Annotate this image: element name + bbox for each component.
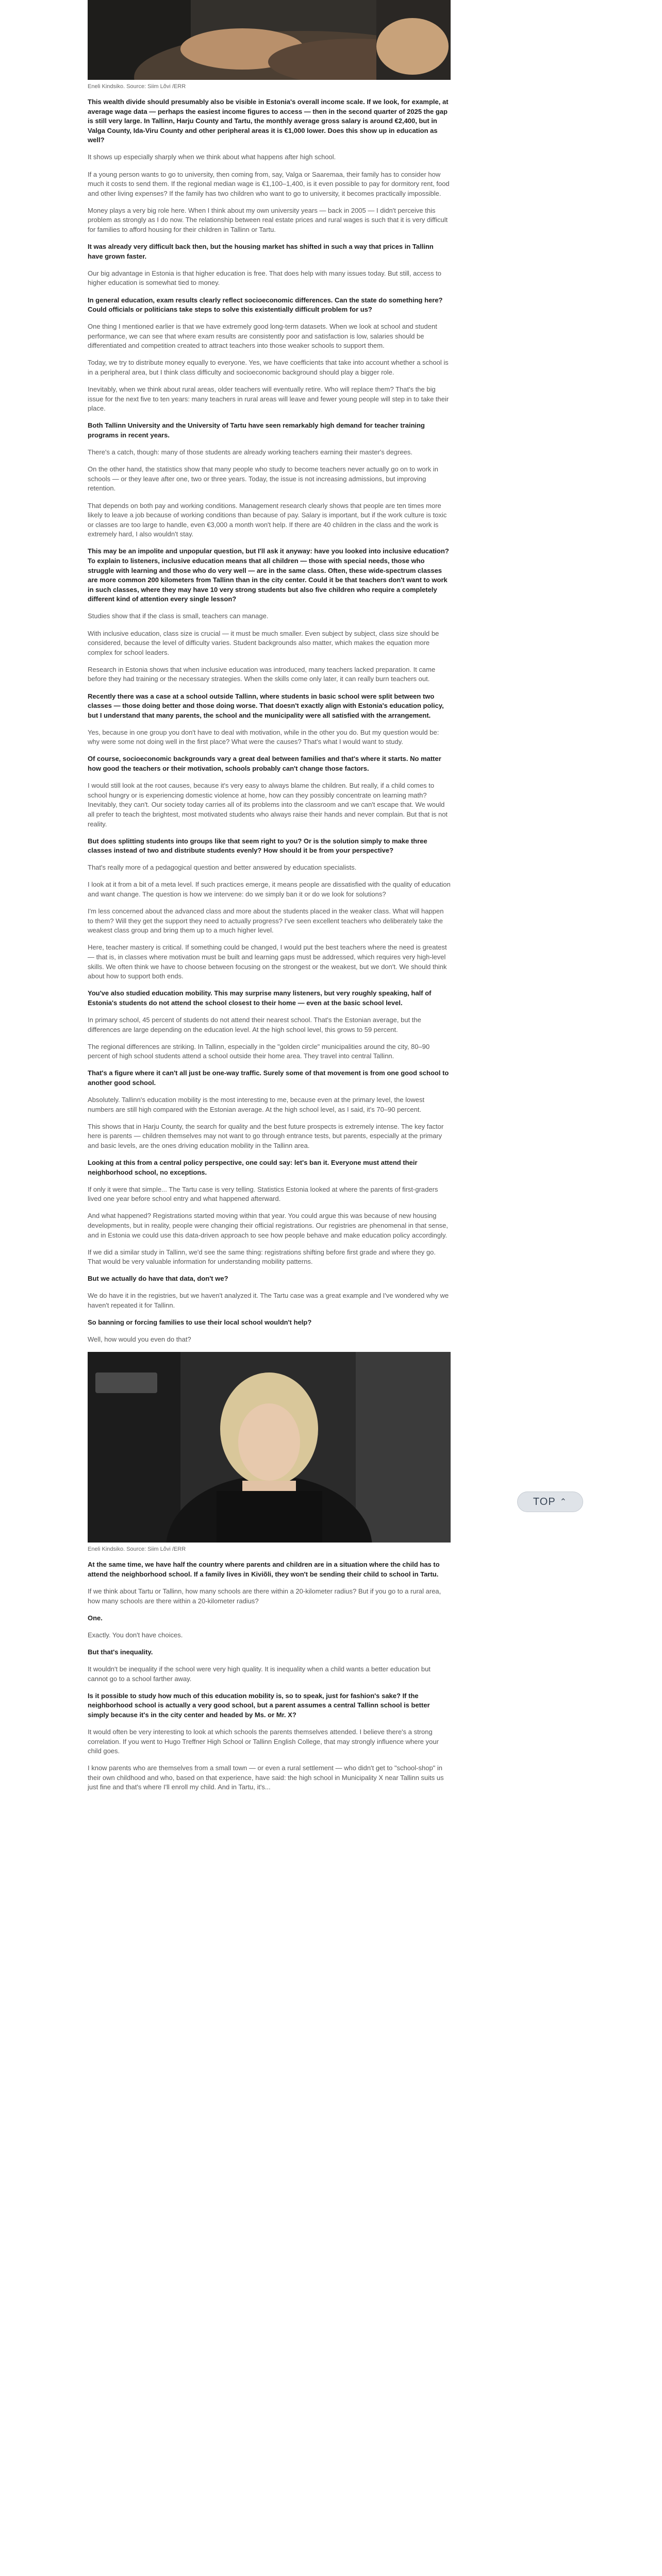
article-paragraph: It was already very difficult back then, but the housing market has shifted in such a way that prices in Tallinn have grown faster. [88, 243, 434, 260]
article-paragraph: One. [88, 1614, 103, 1622]
article-paragraph: But that's inequality. [88, 1648, 153, 1656]
article-paragraph: It shows up especially sharply when we think about what happens after high school. [88, 153, 336, 161]
article-paragraph: The regional differences are striking. In Tallinn, especially in the "golden circle" municipalities around the city, 80–90 percent of high school students attend a school outside their home area. They travel into central Tallinn. [88, 1042, 430, 1060]
article-paragraph: That's a figure where it can't all just be one-way traffic. Surely some of that movement is from one good school to another good school. [88, 1069, 449, 1087]
article-paragraph: Research in Estonia shows that when inclusive education was introduced, many teachers lacked preparation. It came before they had training or the necessary strategies. When the skills come only later, it can really burn teachers out. [88, 665, 436, 683]
article-paragraph: Absolutely. Tallinn's education mobility is the most interesting to me, because even at the primary level, the lowest numbers are still high compared with the Estonian average. At the high school level, as I said, it's 70–90 percent. [88, 1096, 425, 1113]
article-body-part1 [88, 97, 451, 1345]
article-paragraph: Inevitably, when we think about rural areas, older teachers will eventually retire. Who will replace them? That's the big issue for the next five to ten years: many teachers in rural areas will leave and fewer young people will step in to take their place. [88, 385, 449, 413]
article-paragraph: This wealth divide should presumably also be visible in Estonia's overall income scale. If we look, for example, at average wage data — perhaps the easiest income figures to access — then in the second quarter of 2025 the gap is still very large. In Tallinn, Harju County and Tartu, the monthly average gross salary is around €2,400, but in Valga County, Ida-Viru County and other peripheral areas it is €1,000 lower. Does this show up in education as well? [88, 98, 449, 144]
article-paragraph: We do have it in the registries, but we haven't analyzed it. The Tartu case was a great example and I've wondered why we haven't repeated it for Tallinn. [88, 1292, 449, 1309]
article-paragraph: But does splitting students into groups like that seem right to you? Or is the solution simply to make three classes instead of two and distribute students evenly? How should it be from your perspective? [88, 837, 427, 855]
article-paragraph: This shows that in Harju County, the search for quality and the best future prospects is extremely intense. The key factor here is parents — children themselves may not want to go through entrance tests, but parents, especially at the primary and basic levels, are the ones driving education mobility in the Tallinn area. [88, 1122, 444, 1149]
article-paragraph: So banning or forcing families to use their local school wouldn't help? [88, 1318, 312, 1327]
article-paragraph: I look at it from a bit of a meta level. If such practices emerge, it means people are dissatisfied with the quality of education and want change. The question is how we intervene: do we simply ban it or do we look for solutions? [88, 880, 451, 898]
article-paragraph: In primary school, 45 percent of students do not attend their nearest school. That's the Estonian average, but the differences are large depending on the education level. At the high school level, this grows to 59 percent. [88, 1015, 421, 1033]
article-paragraph: There's a catch, though: many of those students are already working teachers earning their master's degrees. [88, 448, 413, 456]
article-photo-middle [88, 1352, 451, 1543]
article-paragraph: It wouldn't be inequality if the school were very high quality. It is inequality when a child wants a better education but cannot go to a school farther away. [88, 1665, 431, 1683]
article-paragraph: That depends on both pay and working conditions. Management research clearly shows that people are ten times more likely to leave a job because of working conditions than because of pay. Salary is important, but if the work culture is toxic or classes are too large to handle, even €3,000 a month won't help. If there are 40 children in the class and the work is extremely hard, I also wouldn't stay. [88, 501, 447, 538]
article-paragraph: Money plays a very big role here. When I think about my own university years — back in 2005 — I didn't perceive this problem as strongly as I do now. The relationship between real estate prices and rural wages is such that it is very difficult for families to afford housing for their children in Tallinn or Tartu. [88, 206, 448, 234]
article-paragraph: Yes, because in one group you don't have to deal with motivation, while in the other you do. But my question would be: why were some not doing well in the first place? What were the causes? That's what I would want to study. [88, 728, 439, 746]
article-paragraph: Is it possible to study how much of this education mobility is, so to speak, just for fashion's sake? If the neighborhood school is actually a very good school, but a parent assumes a central Tallinn school is better simply because it's in the city center and headed by Ms. or Mr. X? [88, 1691, 430, 1719]
article-paragraph: I know parents who are themselves from a small town — or even a rural settlement — who didn't get to "school-shop" in their own childhood and who, based on that experience, have said: the high school in Municipality X near Tallinn suits us just fine and that's where I'll enroll my child. And in Tartu, it's... [88, 1764, 444, 1791]
article-paragraph: Our big advantage in Estonia is that higher education is free. That does help with many issues today. But still, access to higher education is somewhat tied to money. [88, 269, 442, 287]
chevron-up-icon: ⌃ [559, 1498, 568, 1506]
article-paragraph: Studies show that if the class is small, teachers can manage. [88, 612, 269, 620]
photo-caption: Eneli Kindsiko. Source: Siim Lõvi /ERR [88, 83, 186, 90]
article-paragraph: And what happened? Registrations started moving within that year. You could argue this was because of new housing developments, but in reality, people were changing their official registrations. Our registries are phenomenal in that sense, and in Estonia we could use this data-driven approach to see how people behave and make education policy accordingly. [88, 1212, 449, 1239]
article-paragraph: This may be an impolite and unpopular question, but I'll ask it anyway: have you looked into inclusive education? To explain to listeners, inclusive education means that all children — those with special needs, those who struggle with learning and those who do very well — are in the same class. Often, these wide-spectrum classes are more common 200 kilometers from Tallinn than in the city center. Could it be that teachers don't want to work in such classes, where they may have 10 very strong students but also five children who require a completely different kind of attention every single lesson? [88, 547, 449, 603]
photo-image [88, 0, 451, 80]
top-button-label: TOP [533, 1496, 556, 1507]
article-paragraph: Both Tallinn University and the University of Tartu have seen remarkably high demand for teacher training programs in recent years. [88, 421, 425, 439]
article-paragraph: Recently there was a case at a school outside Tallinn, where students in basic school were split between two classes — those doing better and those doing worse. That doesn't exactly align with Estonia's education policy, but I understand that many parents, the school and the municipality were all satisfied with the arrangement. [88, 692, 444, 719]
article-paragraph: Of course, socioeconomic backgrounds vary a great deal between families and that's where it starts. No matter how good the teachers or their motivation, schools probably can't change those factors. [88, 755, 441, 773]
article-paragraph: That's really more of a pedagogical question and better answered by education specialists. [88, 863, 357, 872]
photo-caption-2: Eneli Kindsiko. Source: Siim Lõvi /ERR [88, 1546, 186, 1553]
scroll-to-top-button[interactable] [517, 1492, 583, 1512]
article-paragraph: At the same time, we have half the country where parents and children are in a situation where the child has to attend the neighborhood school. If a family lives in Kiviõli, they won't be sending their child to school in Tartu. [88, 1561, 440, 1578]
article-paragraph: You've also studied education mobility. This may surprise many listeners, but very roughly speaking, half of Estonia's students do not attend the school closest to their home — even at the basic school level. [88, 989, 432, 1007]
article-paragraph: Here, teacher mastery is critical. If something could be changed, I would put the best teachers where the need is greatest — that is, in classes where motivation must be built and learning gaps must be addressed, which requires very high-level skills. We often think we have to choose between focusing on the strongest or the weakest, but we don't. We should think about how to support both ends. [88, 943, 447, 980]
article-paragraph: Exactly. You don't have choices. [88, 1631, 183, 1639]
article-paragraph: One thing I mentioned earlier is that we have extremely good long-term datasets. When we look at school and student performance, we can see that where exam results are consistently poor and satisfaction is low, salaries should be differentiated and competition created to attract teachers into those weaker schools to support them. [88, 323, 437, 350]
article-paragraph: If only it were that simple... The Tartu case is very telling. Statistics Estonia looked at where the parents of first-graders lived one year before school entry and what happened afterward. [88, 1185, 438, 1203]
photo-image [88, 1352, 451, 1543]
article-paragraph: But we actually do have that data, don't we? [88, 1275, 228, 1283]
article-paragraph: If we did a similar study in Tallinn, we'd see the same thing: registrations shifting before first grade and where they go. That would be very valuable information for understanding mobility patterns. [88, 1248, 436, 1266]
article-paragraph: With inclusive education, class size is crucial — it must be much smaller. Even subject by subject, class size should be considered, because the level of difficulty varies. Student backgrounds also matter, which makes the equation more complex for school leaders. [88, 629, 439, 656]
article-photo-top [88, 0, 451, 80]
article-paragraph: On the other hand, the statistics show that many people who study to become teachers never actually go on to work in schools — or they leave after one, two or three years. Today, the issue is not increasing admissions, but improving retention. [88, 465, 438, 493]
article-column [88, 0, 451, 1800]
article-paragraph: If we think about Tartu or Tallinn, how many schools are there within a 20-kilometer radius? But if you go to a rural area, how many schools are there within a 20-kilometer radius? [88, 1587, 441, 1605]
article-paragraph: Looking at this from a central policy perspective, one could say: let's ban it. Everyone must attend their neighborhood school, no exceptions. [88, 1158, 418, 1176]
article-paragraph: It would often be very interesting to look at which schools the parents themselves attended. I believe there's a strong correlation. If you went to Hugo Treffner High School or Tallinn English College, that may strongly influence where your child goes. [88, 1727, 439, 1755]
article-paragraph: Well, how would you even do that? [88, 1335, 191, 1344]
article-paragraph: Today, we try to distribute money equally to everyone. Yes, we have coefficients that take into account whether a school is in a peripheral area, but I think class difficulty and socioeconomic background should play a bigger role. [88, 359, 449, 377]
article-body-part2 [88, 1560, 451, 1792]
article-paragraph: I'm less concerned about the advanced class and more about the students placed in the weaker class. What will happen to them? Will they get the support they need to actually progress? I've seen excellent teachers who deliberately take the weakest class group and bring them up to a much higher level. [88, 907, 444, 935]
article-paragraph: If a young person wants to go to university, then coming from, say, Valga or Saaremaa, their family has to consider how much it costs to send them. If the regional median wage is €1,100–1,400, is it even possible to pay for dormitory rent, food and other living expenses? If the family has two children who want to go to university, it becomes practically impossible. [88, 170, 450, 197]
article-paragraph: I would still look at the root causes, because it's very easy to always blame the children. But really, if a child comes to school hungry or is experiencing domestic violence at home, how can they possibly concentrate on learning math? Inevitably, they can't. Our society today carries all of its problems into the classroom and we can't escape that. We would all prefer to teach the brightest, most motivated students who always raise their hands and never complain. But that is not reality. [88, 782, 448, 828]
article-paragraph: In general education, exam results clearly reflect socioeconomic differences. Can the state do something here? Could officials or politicians take steps to solve this existentially difficult problem for us? [88, 296, 443, 314]
